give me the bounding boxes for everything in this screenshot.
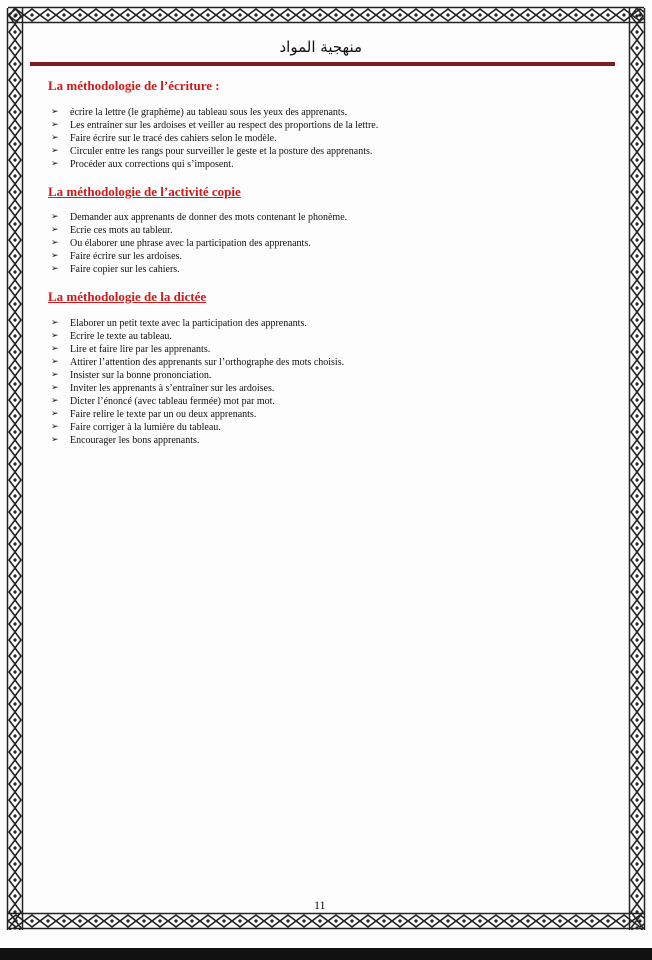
arrowhead-bullet-icon: ➢ bbox=[51, 146, 59, 156]
list-item-text: Demander aux apprenants de donner des mots contenant le phonème. bbox=[70, 212, 348, 223]
list-copie bbox=[48, 211, 608, 276]
list-item bbox=[48, 224, 608, 237]
list-item bbox=[48, 356, 608, 369]
arrowhead-bullet-icon: ➢ bbox=[51, 318, 59, 328]
arrowhead-bullet-icon: ➢ bbox=[51, 409, 59, 419]
decorative-border-right bbox=[628, 8, 646, 930]
list-item bbox=[48, 237, 608, 250]
list-item-text: Ecrie ces mots au tableur. bbox=[70, 225, 173, 236]
list-item-text: Faire copier sur les cahiers. bbox=[70, 264, 180, 275]
arrowhead-bullet-icon: ➢ bbox=[51, 159, 59, 169]
bottom-edge-bar bbox=[0, 948, 652, 960]
section-copie bbox=[48, 184, 608, 276]
arrowhead-bullet-icon: ➢ bbox=[51, 331, 59, 341]
section-dictee bbox=[48, 289, 608, 447]
arrowhead-bullet-icon: ➢ bbox=[51, 238, 59, 248]
list-item-text: Encourager les bons apprenants. bbox=[70, 435, 200, 446]
list-item bbox=[48, 369, 608, 382]
page-number: 11 bbox=[314, 898, 326, 912]
list-item bbox=[48, 119, 608, 132]
list-item-text: Elaborer un petit texte avec la participation des apprenants. bbox=[70, 318, 307, 329]
section-heading-ecriture: La méthodologie de l’écriture : bbox=[48, 78, 220, 93]
section-ecriture bbox=[48, 78, 608, 171]
decorative-border-left bbox=[6, 8, 24, 930]
header-rule bbox=[30, 62, 615, 66]
decorative-border-top bbox=[8, 6, 644, 24]
list-dictee bbox=[48, 317, 608, 447]
arrowhead-bullet-icon: ➢ bbox=[51, 212, 59, 222]
list-item bbox=[48, 263, 608, 276]
section-heading-dictee: La méthodologie de la dictée bbox=[48, 289, 207, 304]
list-item-text: Ou élaborer une phrase avec la participation des apprenants. bbox=[70, 238, 311, 249]
arrowhead-bullet-icon: ➢ bbox=[51, 357, 59, 367]
list-item-text: Dicter l’énoncé (avec tableau fermée) mot par mot. bbox=[70, 396, 275, 407]
list-item bbox=[48, 408, 608, 421]
header-title: منهجية المواد bbox=[279, 38, 362, 56]
decorative-border-bottom bbox=[8, 912, 644, 930]
list-item-text: Les entrainer sur les ardoises et veiller au respect des proportions de la lettre. bbox=[70, 120, 379, 131]
list-item bbox=[48, 106, 608, 119]
list-item-text: Inviter les apprenants à s’entraîner sur les ardoises. bbox=[70, 383, 275, 394]
list-item-text: Procéder aux corrections qui s’imposent. bbox=[70, 159, 234, 170]
arrowhead-bullet-icon: ➢ bbox=[51, 251, 59, 261]
arrowhead-bullet-icon: ➢ bbox=[51, 107, 59, 117]
arrowhead-bullet-icon: ➢ bbox=[51, 383, 59, 393]
list-item-text: Ecrire le texte au tableau. bbox=[70, 331, 172, 342]
arrowhead-bullet-icon: ➢ bbox=[51, 396, 59, 406]
list-item-text: Insister sur la bonne prononciation. bbox=[70, 370, 212, 381]
list-item bbox=[48, 421, 608, 434]
list-ecriture bbox=[48, 106, 608, 171]
arrowhead-bullet-icon: ➢ bbox=[51, 435, 59, 445]
list-item bbox=[48, 158, 608, 171]
list-item bbox=[48, 330, 608, 343]
list-item bbox=[48, 211, 608, 224]
list-item bbox=[48, 395, 608, 408]
list-item bbox=[48, 343, 608, 356]
document-body bbox=[48, 78, 608, 447]
list-item-text: Faire écrire sur les ardoises. bbox=[70, 251, 182, 262]
section-heading-copie: La méthodologie de l’activité copie bbox=[48, 184, 241, 199]
list-item-text: Faire relire le texte par un ou deux apprenants. bbox=[70, 409, 257, 420]
arrowhead-bullet-icon: ➢ bbox=[51, 120, 59, 130]
arrowhead-bullet-icon: ➢ bbox=[51, 264, 59, 274]
list-item bbox=[48, 250, 608, 263]
arrowhead-bullet-icon: ➢ bbox=[51, 370, 59, 380]
arrowhead-bullet-icon: ➢ bbox=[51, 133, 59, 143]
list-item bbox=[48, 434, 608, 447]
arrowhead-bullet-icon: ➢ bbox=[51, 225, 59, 235]
list-item-text: écrire la lettre (le graphème) au tableau sous les yeux des apprenants. bbox=[70, 107, 348, 118]
arrowhead-bullet-icon: ➢ bbox=[51, 344, 59, 354]
list-item-text: Lire et faire lire par les apprenants. bbox=[70, 344, 211, 355]
list-item-text: Attirer l’attention des apprenants sur l’orthographe des mots choisis. bbox=[70, 357, 345, 368]
arrowhead-bullet-icon: ➢ bbox=[51, 422, 59, 432]
list-item-text: Circuler entre les rangs pour surveiller le geste et la posture des apprenants. bbox=[70, 146, 373, 157]
list-item bbox=[48, 317, 608, 330]
list-item bbox=[48, 145, 608, 158]
list-item-text: Faire écrire sur le tracé des cahiers selon le modèle. bbox=[70, 133, 277, 144]
list-item bbox=[48, 382, 608, 395]
list-item-text: Faire corriger à la lumière du tableau. bbox=[70, 422, 221, 433]
list-item bbox=[48, 132, 608, 145]
